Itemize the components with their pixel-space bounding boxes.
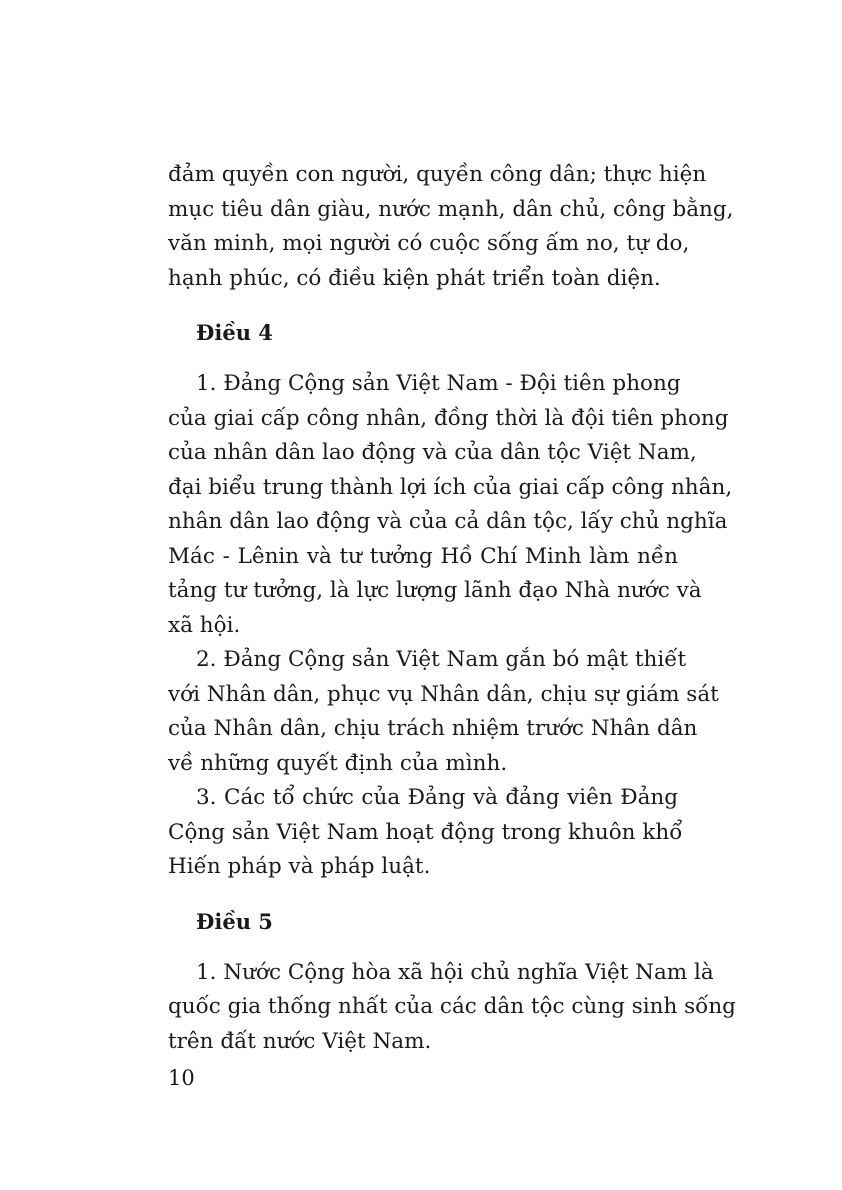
paragraph-line: đại biểu trung thành lợi ích của giai cấp công nhân, xyxy=(168,474,733,500)
paragraph-line: của giai cấp công nhân, đồng thời là đội tiên phong xyxy=(168,405,729,431)
paragraph-line: 1. Đảng Cộng sản Việt Nam - Đội tiên phong xyxy=(196,371,681,396)
article-4-clause-1 xyxy=(168,367,733,643)
paragraph-line: Mác - Lênin và tư tưởng Hồ Chí Minh làm nền xyxy=(168,543,678,569)
paragraph-line: văn minh, mọi người có cuộc sống ấm no, tự do, xyxy=(168,231,690,256)
paragraph-line: Cộng sản Việt Nam hoạt động trong khuôn khổ xyxy=(168,819,683,845)
page-number: 10 xyxy=(168,1066,195,1090)
paragraph-line: đảm quyền con người, quyền công dân; thực hiện xyxy=(168,162,707,187)
paragraph-line: hạnh phúc, có điều kiện phát triển toàn diện. xyxy=(168,265,661,291)
paragraph-line: của Nhân dân, chịu trách nhiệm trước Nhân dân xyxy=(168,716,698,741)
paragraph-line: trên đất nước Việt Nam. xyxy=(168,1028,432,1054)
article-4-title: Điều 4 xyxy=(196,320,273,345)
paragraph-line: của nhân dân lao động và của dân tộc Việt Nam, xyxy=(168,440,697,465)
paragraph-line: với Nhân dân, phục vụ Nhân dân, chịu sự giám sát xyxy=(168,681,719,707)
paragraph-line: 2. Đảng Cộng sản Việt Nam gắn bó mật thiết xyxy=(196,647,687,672)
article-5-title: Điều 5 xyxy=(196,908,273,934)
paragraph-line: về những quyết định của mình. xyxy=(168,750,508,776)
paragraph-line: tảng tư tưởng, là lực lượng lãnh đạo Nhà nước và xyxy=(168,578,702,603)
intro-paragraph xyxy=(168,158,734,296)
paragraph-line: Hiến pháp và pháp luật. xyxy=(168,854,431,879)
paragraph-line: mục tiêu dân giàu, nước mạnh, dân chủ, công bằng, xyxy=(168,196,734,222)
paragraph-line: 1. Nước Cộng hòa xã hội chủ nghĩa Việt Nam là xyxy=(196,959,714,985)
article-4-clause-2 xyxy=(168,643,719,781)
article-4-clause-3 xyxy=(168,781,683,885)
page-body xyxy=(168,158,736,1059)
paragraph-line: nhân dân lao động và của cả dân tộc, lấy chủ nghĩa xyxy=(168,509,728,534)
paragraph-line: 3. Các tổ chức của Đảng và đảng viên Đảng xyxy=(196,785,678,810)
paragraph-line: xã hội. xyxy=(168,612,241,638)
article-5-clause-1 xyxy=(168,956,736,1060)
paragraph-line: quốc gia thống nhất của các dân tộc cùng sinh sống xyxy=(168,994,736,1019)
